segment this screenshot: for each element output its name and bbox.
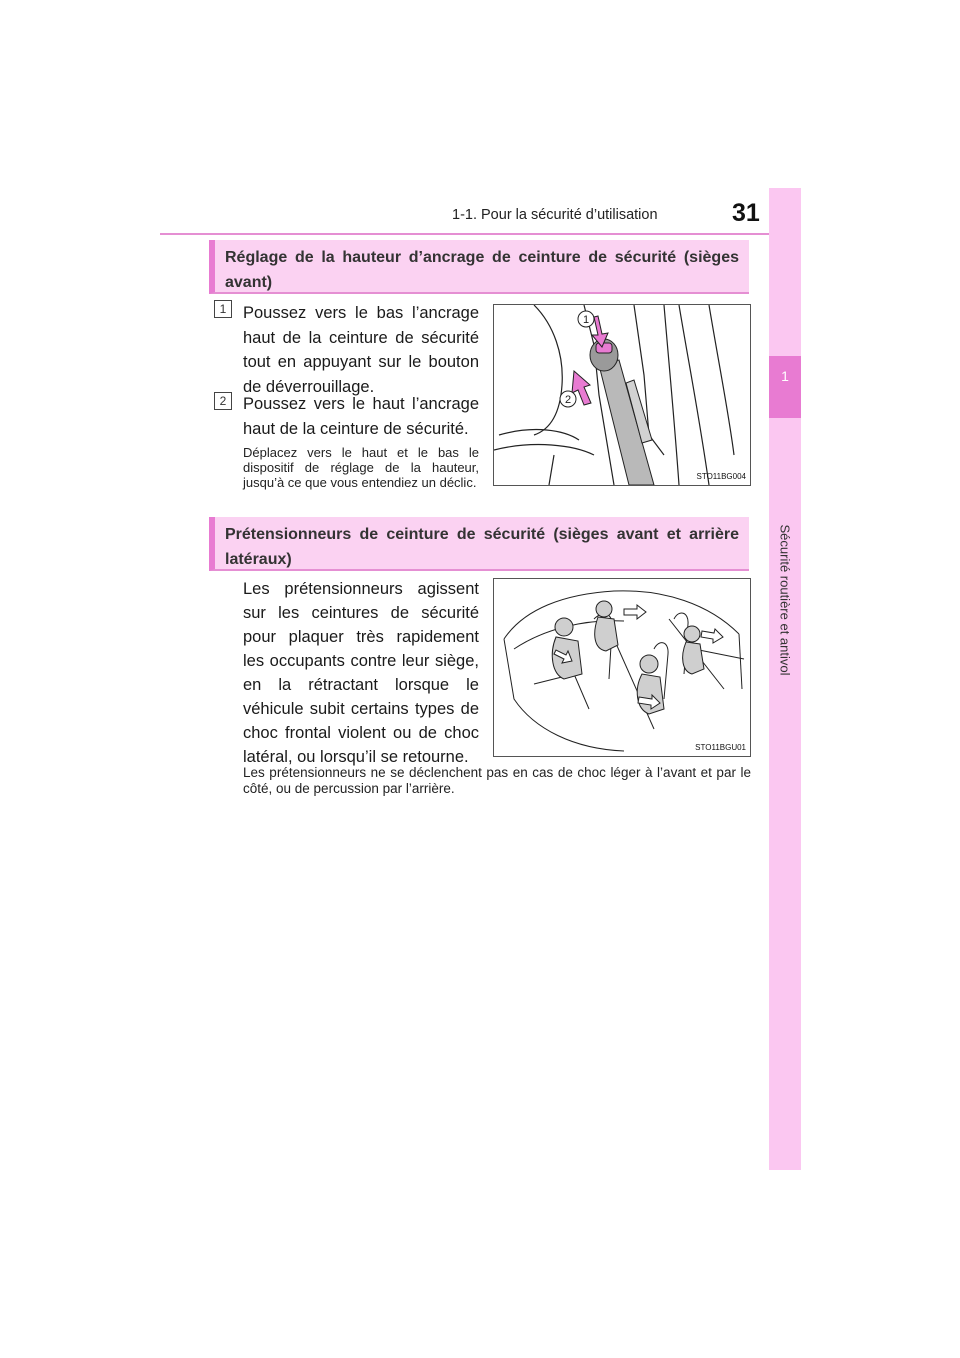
chapter-label: Sécurité routière et antivol xyxy=(777,524,793,676)
pretensioner-note: Les prétensionneurs ne se déclenchent pas en cas de choc léger à l’avant et par le côté, ou de percussion par l’arrière. xyxy=(243,765,751,796)
section-heading-anchor-height: Réglage de la hauteur d’ancrage de ceinture de sécurité (sièges avant) xyxy=(209,240,749,294)
figure-pretensioners xyxy=(493,578,751,757)
figure-code-1: STO11BG004 xyxy=(696,472,746,481)
belt-anchor-illustration xyxy=(494,305,750,485)
page-number: 31 xyxy=(732,199,760,227)
callout-1: 1 xyxy=(582,314,590,326)
pretensioner-paragraph: Les prétensionneurs agissent sur les ceintures de sécurité pour plaquer très rapidement les occupants contre leur siège, en la rétractant lorsque le véhicule subit certains types de choc frontal violent ou de choc latéral, ou lorsqu’il se retourne. xyxy=(243,580,479,766)
step-text-2: Poussez vers le haut l’ancrage haut de la ceinture de sécurité. xyxy=(243,395,479,438)
section-heading-pretensioners: Prétensionneurs de ceinture de sécurité (sièges avant et arrière latéraux) xyxy=(209,517,749,571)
step-number-2: 2 xyxy=(214,392,232,410)
chapter-title: 1-1. Pour la sécurité d’utilisation xyxy=(452,207,658,223)
pretensioner-illustration xyxy=(494,579,750,756)
chapter-side-tab xyxy=(769,188,801,1170)
figure-code-2: STO11BGU01 xyxy=(695,743,746,752)
step-note: Déplacez vers le haut et le bas le dispositif de réglage de la hauteur, jusqu’à ce que vous entendiez un déclic. xyxy=(243,445,479,490)
chapter-number: 1 xyxy=(781,368,789,384)
figure-belt-anchor xyxy=(493,304,751,486)
header-rule xyxy=(160,233,800,235)
step-text-1: Poussez vers le bas l’ancrage haut de la ceinture de sécurité tout en appuyant sur le bouton de déverrouillage. xyxy=(243,304,479,396)
chapter-number-box xyxy=(769,356,801,418)
step-number-1: 1 xyxy=(214,300,232,318)
callout-2: 2 xyxy=(564,394,572,406)
